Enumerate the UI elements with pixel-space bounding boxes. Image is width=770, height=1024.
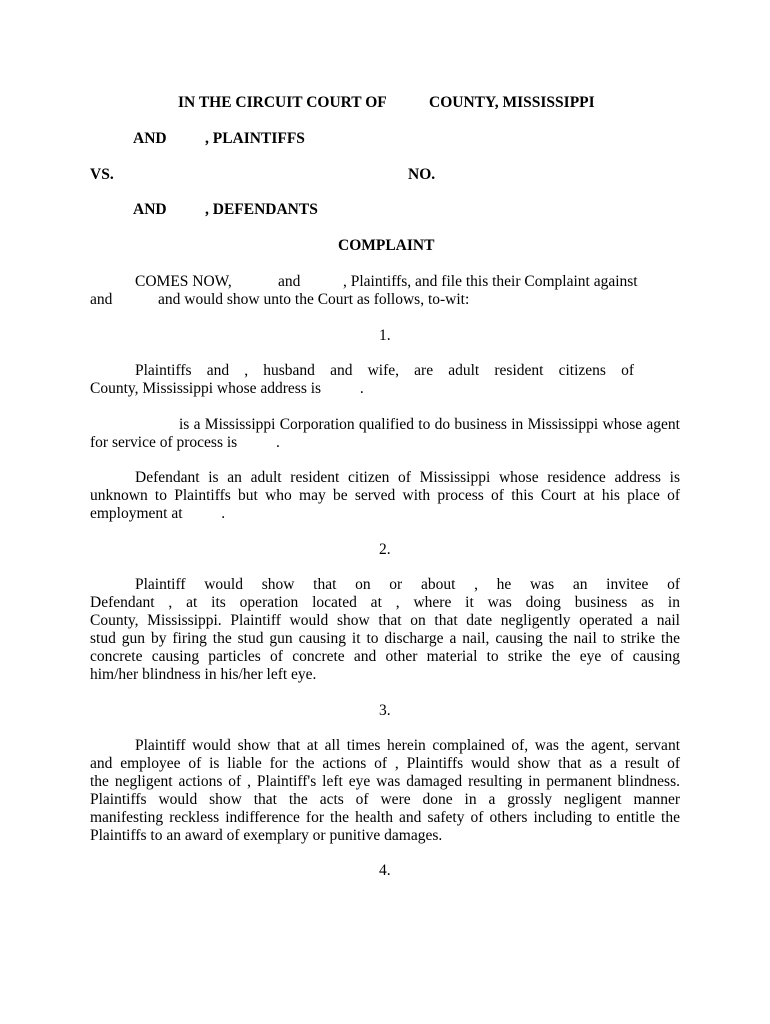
court-heading-right: COUNTY, MISSISSIPPI <box>429 94 595 111</box>
intro-show-unto: and would show unto the Court as follows, to-wit: <box>158 291 470 308</box>
s2-line2: Defendant , at its operation located at , where it was doing business as in <box>90 594 680 611</box>
s2-line5: concrete causing particles of concrete and other material to strike the eye of causing <box>90 648 680 665</box>
plaintiffs-and: AND <box>133 130 167 147</box>
vs-label: VS. <box>90 166 114 183</box>
s1-p1-line1: Plaintiffs and , husband and wife, are adult resident citizens of <box>135 362 634 379</box>
s1-p3-line2: unknown to Plaintiffs but who may be served with process of this Court at his place of <box>90 487 680 504</box>
intro-plaintiffs-file: , Plaintiffs, and file this their Complaint against <box>343 273 638 290</box>
case-number-label: NO. <box>408 166 436 183</box>
s2-line4: stud gun by firing the stud gun causing it to discharge a nail, causing the nail to strike the <box>90 630 680 647</box>
s3-line3: the negligent actions of , Plaintiff's left eye was damaged resulting in permanent blindness. <box>90 773 680 790</box>
s3-line6: Plaintiffs to an award of exemplary or punitive damages. <box>90 827 443 844</box>
plaintiffs-label: , PLAINTIFFS <box>205 130 305 147</box>
section-number-1: 1. <box>379 327 391 344</box>
section-number-2: 2. <box>379 541 391 558</box>
s1-p2-line1: is a Mississippi Corporation qualified to do business in Mississippi whose agent <box>179 416 680 433</box>
s3-line4: Plaintiffs would show that the acts of were done in a grossly negligent manner <box>90 791 680 808</box>
section-number-3: 3. <box>379 702 391 719</box>
s2-line1: Plaintiff would show that on or about , he was an invitee of <box>135 576 680 593</box>
s2-line6: him/her blindness in his/her left eye. <box>90 666 317 683</box>
s3-line2: and employee of is liable for the actions of , Plaintiffs would show that as a result of <box>90 755 680 772</box>
s1-p3-line1: Defendant is an adult resident citizen of Mississippi whose residence address is <box>135 469 680 486</box>
intro-and-2: and <box>90 291 113 308</box>
s2-line3: County, Mississippi. Plaintiff would show that on that date negligently operated a nail <box>90 612 680 629</box>
s3-line5: manifesting reckless indifference for the health and safety of others including to entitle the <box>90 809 680 826</box>
s3-line1: Plaintiff would show that at all times herein complained of, was the agent, servant <box>135 737 680 754</box>
document-title: COMPLAINT <box>338 237 435 254</box>
defendants-and: AND <box>133 201 167 218</box>
s1-p1-line2: County, Mississippi whose address is . <box>90 380 364 397</box>
intro-and: and <box>278 273 301 290</box>
s1-p3-line3: employment at . <box>90 505 226 522</box>
intro-comes-now: COMES NOW, <box>135 273 232 290</box>
court-heading-left: IN THE CIRCUIT COURT OF <box>178 94 387 111</box>
s1-p2-line2: for service of process is . <box>90 434 280 451</box>
section-number-4: 4. <box>379 862 391 879</box>
defendants-label: , DEFENDANTS <box>205 201 318 218</box>
